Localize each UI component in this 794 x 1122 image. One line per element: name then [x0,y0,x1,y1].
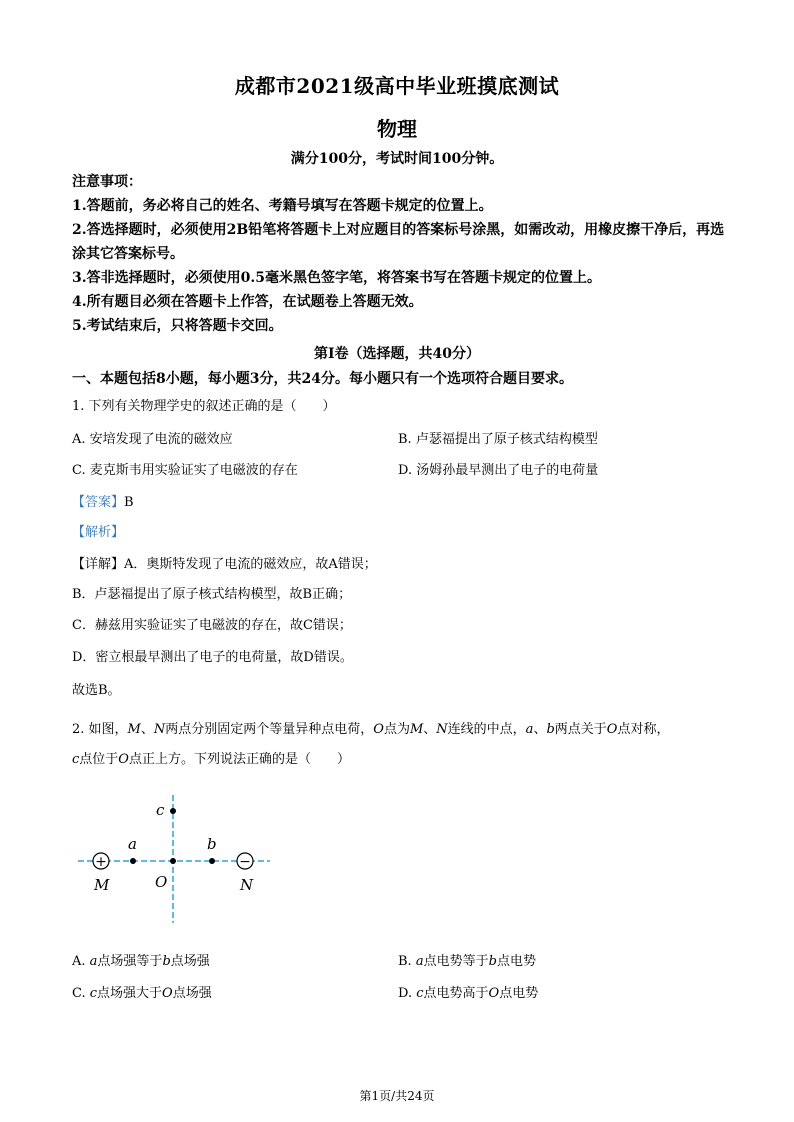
notice-heading: 注意事项： [72,174,142,190]
question-2-stem-line-2 [72,749,732,771]
option-text: 点电势 [499,986,539,1001]
detail-tag: 【详解】 [72,557,125,572]
label-m: M [94,876,110,894]
score-time-line: 满分100分，考试时间100分钟。 [290,151,504,167]
question-2-stem-line-1 [72,719,732,741]
var-o: O [606,722,618,737]
stem-text: 、 [140,722,154,737]
stem-text: 两点分别固定两个等量异种点电荷， [165,722,374,737]
plus-sign: + [95,854,107,870]
label-c: c [156,801,165,819]
question-1-option-b: B. 卢瑟福提出了原子核式结构模型 [398,432,598,447]
point-o [170,858,176,864]
question-1-option-a: A. 安培发现了电流的磁效应 [72,432,233,447]
question-2-option-c [72,982,212,1001]
exam-subject: 物理 [377,117,417,141]
label-n: N [240,876,254,894]
notice-item-2: 2.答选择题时，必须使用2B铅笔将答题卡上对应题目的答案标号涂黑，如需改动，用橡皮擦干净后，再选涂其它答案标号。 [72,222,725,262]
question-2-option-a [72,950,210,969]
var-b: b [488,954,497,969]
var-m: M [409,722,424,737]
option-text: D. [398,986,417,1001]
detail-line-3: C．赫兹用实验证实了电磁波的存在，故C错误； [72,618,352,633]
detail-text-1: A．奥斯特发现了电流的磁效应，故A错误； [124,557,377,572]
minus-sign: − [239,854,251,870]
var-c: c [416,986,424,1001]
option-text: B. [398,954,416,969]
stem-text: 2. 如图， [72,722,128,737]
part-heading: 一、本题包括8小题，每小题3分，共24分。每小题只有一个选项符合题目要求。 [72,371,573,387]
option-text: 点场强 [172,986,212,1001]
detail-line-4: D．密立根最早测出了电子的电荷量，故D错误。 [72,650,353,665]
stem-text: 连线的中点， [447,722,526,737]
stem-text: 、 [423,722,437,737]
page-footer: 第1页/共24页 [359,1089,435,1103]
stem-text: 两点关于 [554,722,607,737]
detail-line-1 [72,554,732,576]
point-c [170,808,176,814]
var-n: N [436,722,448,737]
stem-text: 、 [533,722,547,737]
option-text: 点场强大于 [97,986,163,1001]
question-2-option-b [398,950,536,969]
stem-text: 点对称， [617,722,670,737]
var-a: a [415,954,424,969]
question-1-option-c: C. 麦克斯韦用实验证实了电磁波的存在 [72,463,298,478]
stem-text: 点为 [383,722,410,737]
stem-text: 点正上方。下列说法正确的是（ ） [128,752,350,767]
var-n: N [153,722,166,737]
label-a: a [128,835,137,853]
exam-title: 成都市2021级高中毕业班摸底测试 [234,74,560,98]
label-o: O [155,873,168,891]
answer-value: B [124,495,134,510]
option-text: 点电势等于 [423,954,489,969]
detail-line-2: B．卢瑟福提出了原子核式结构模型，故B正确； [72,587,352,602]
var-o: O [488,986,500,1001]
charge-diagram [70,790,290,925]
section-heading: 第I卷（选择题，共40分） [313,346,481,362]
var-c: c [72,752,80,767]
option-text: 点场强 [170,954,210,969]
option-text: A. [72,954,90,969]
var-o: O [162,986,173,1001]
label-b: b [207,835,217,853]
notice-item-5: 5.考试结束后，只将答题卡交回。 [72,318,283,334]
conclusion-line: 故选B。 [72,683,121,698]
option-text: 点场强等于 [97,954,163,969]
var-m: M [127,722,141,737]
analysis-tag: 【解析】 [72,525,125,540]
point-b [209,858,215,864]
notice-item-3: 3.答非选择题时，必须使用0.5毫米黑色签字笔，将答案书写在答题卡规定的位置上。 [72,270,601,286]
question-1-answer [72,492,732,514]
option-text: C. [72,986,90,1001]
var-b: b [162,954,171,969]
var-c: c [89,986,98,1001]
notice-item-4: 4.所有题目必须在答题卡上作答，在试题卷上答题无效。 [72,294,423,310]
var-b: b [546,722,555,737]
var-a: a [89,954,98,969]
question-1-stem: 1. 下列有关物理学史的叙述正确的是（ ） [72,399,336,414]
var-o: O [118,752,129,767]
var-a: a [525,722,534,737]
option-text: 点电势 [496,954,536,969]
answer-tag: 【答案】 [72,495,125,510]
question-1-option-d: D. 汤姆孙最早测出了电子的电荷量 [398,463,599,478]
stem-text: 点位于 [79,752,119,767]
var-o: O [373,722,384,737]
point-a [130,858,136,864]
notice-item-1: 1.答题前，务必将自己的姓名、考籍号填写在答题卡规定的位置上。 [72,198,493,214]
question-2-option-d [398,982,538,1001]
option-text: 点电势高于 [423,986,489,1001]
